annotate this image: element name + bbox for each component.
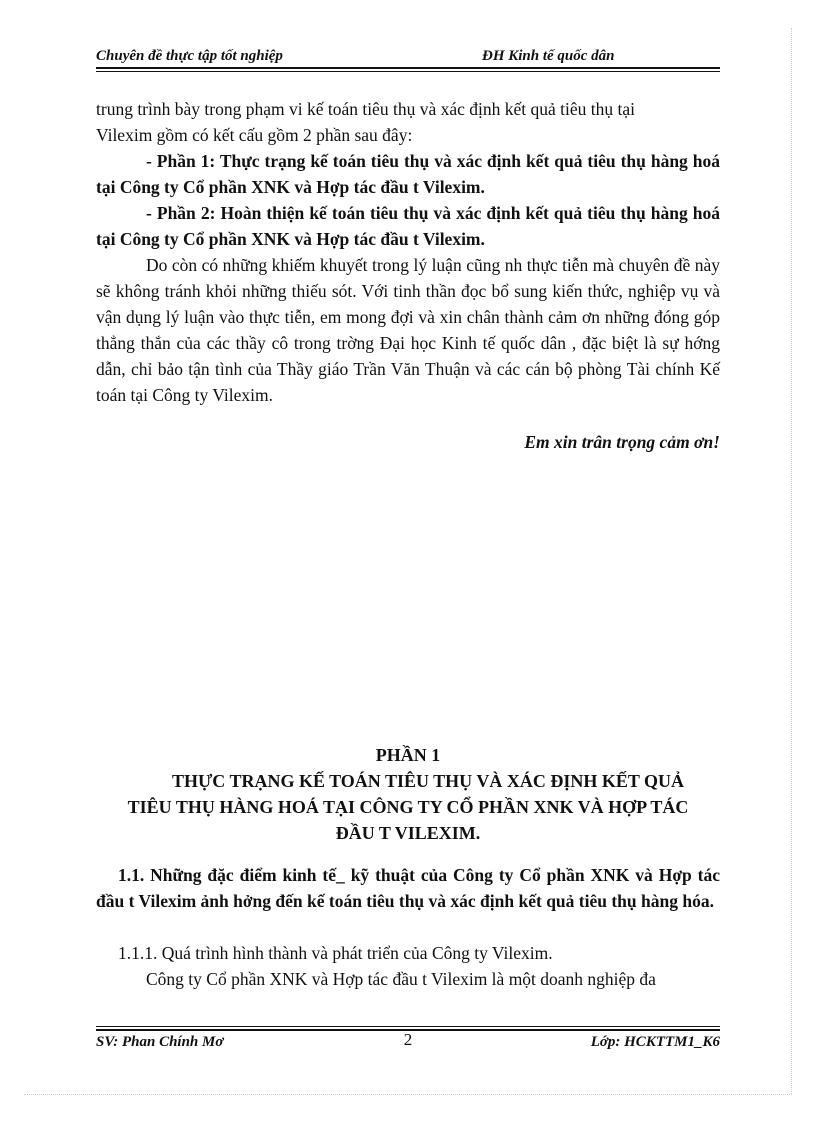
header-left-title: Chuyên đề thực tập tốt nghiệp <box>96 48 283 64</box>
footer-student-name: SV: Phan Chính Mơ <box>96 1034 224 1050</box>
page-edge-bottom <box>24 1094 792 1095</box>
page-number: 2 <box>403 1030 413 1049</box>
part-heading <box>96 742 720 846</box>
page-edge-right <box>791 28 792 1094</box>
part-2-item: - Phần 2: Hoàn thiện kế toán tiêu thụ và xác định kết quả tiêu thụ hàng hoá tại Công ty Cổ phần XNK và Hợp tác đầu t Vilexim. <box>96 203 720 249</box>
page-header <box>96 44 720 70</box>
page-footer <box>96 1026 720 1056</box>
part-title-line: ĐẦU T VILEXIM. <box>335 823 481 843</box>
header-rule <box>96 67 720 69</box>
acknowledgement-paragraph: Do còn có những khiếm khuyết trong lý luận cũng nh thực tiễn mà chuyên đề này sẽ không tránh khỏi những thiếu sót. Với tinh thần đọc bổ sung kiến thức, nghiệp vụ và vận dụng lý luận vào thực tiễn, em mong đợi và xin chân thành cảm ơn những đóng góp thẳng thắn của các thầy cô trong trờng Đại học Kinh tế quốc dân , đặc biệt là sự hớng dẫn, chỉ bảo tận tình của Thầy giáo Trần Văn Thuận và các cán bộ phòng Tài chính Kế toán tại Công ty Vilexim. <box>96 255 720 405</box>
intro-paragraph <box>96 96 720 148</box>
part-number: PHẦN 1 <box>375 745 441 765</box>
header-rule-thin <box>96 71 720 72</box>
intro-line: trung trình bày trong phạm vi kế toán tiêu thụ và xác định kết quả tiêu thụ tại <box>96 99 635 119</box>
part-1-item: - Phần 1: Thực trạng kế toán tiêu thụ và xác định kết quả tiêu thụ hàng hoá tại Công ty Cổ phần XNK và Hợp tác đầu t Vilexim. <box>96 151 720 197</box>
body-last-line: Công ty Cổ phần XNK và Hợp tác đầu t Vilexim là một doanh nghiệp đa <box>146 969 656 989</box>
header-right-title: ĐH Kinh tế quốc dân <box>482 48 615 64</box>
closing-thanks: Em xin trân trọng cảm ơn! <box>524 432 720 452</box>
footer-class-code: Lớp: HCKTTM1_K6 <box>590 1034 720 1050</box>
section-1-1-1-heading: 1.1.1. Quá trình hình thành và phát triển của Công ty Vilexim. <box>118 943 553 963</box>
section-1-1-heading: 1.1. Những đặc điểm kinh tế_ kỹ thuật của Công ty Cổ phần XNK và Hợp tác đầu t Vilexim ảnh hởng đến kế toán tiêu thụ và xác định kết quả tiêu thụ hàng hóa. <box>96 865 720 911</box>
part-title-line: THỰC TRẠNG KẾ TOÁN TIÊU THỤ VÀ XÁC ĐỊNH KẾT QUẢ <box>171 771 685 791</box>
intro-line: Vilexim gồm có kết cấu gồm 2 phần sau đây: <box>96 125 413 145</box>
part-title-line: TIÊU THỤ HÀNG HOÁ TẠI CÔNG TY CỔ PHẦN XNK VÀ HỢP TÁC <box>127 797 689 817</box>
footer-rule-thin <box>96 1026 720 1027</box>
